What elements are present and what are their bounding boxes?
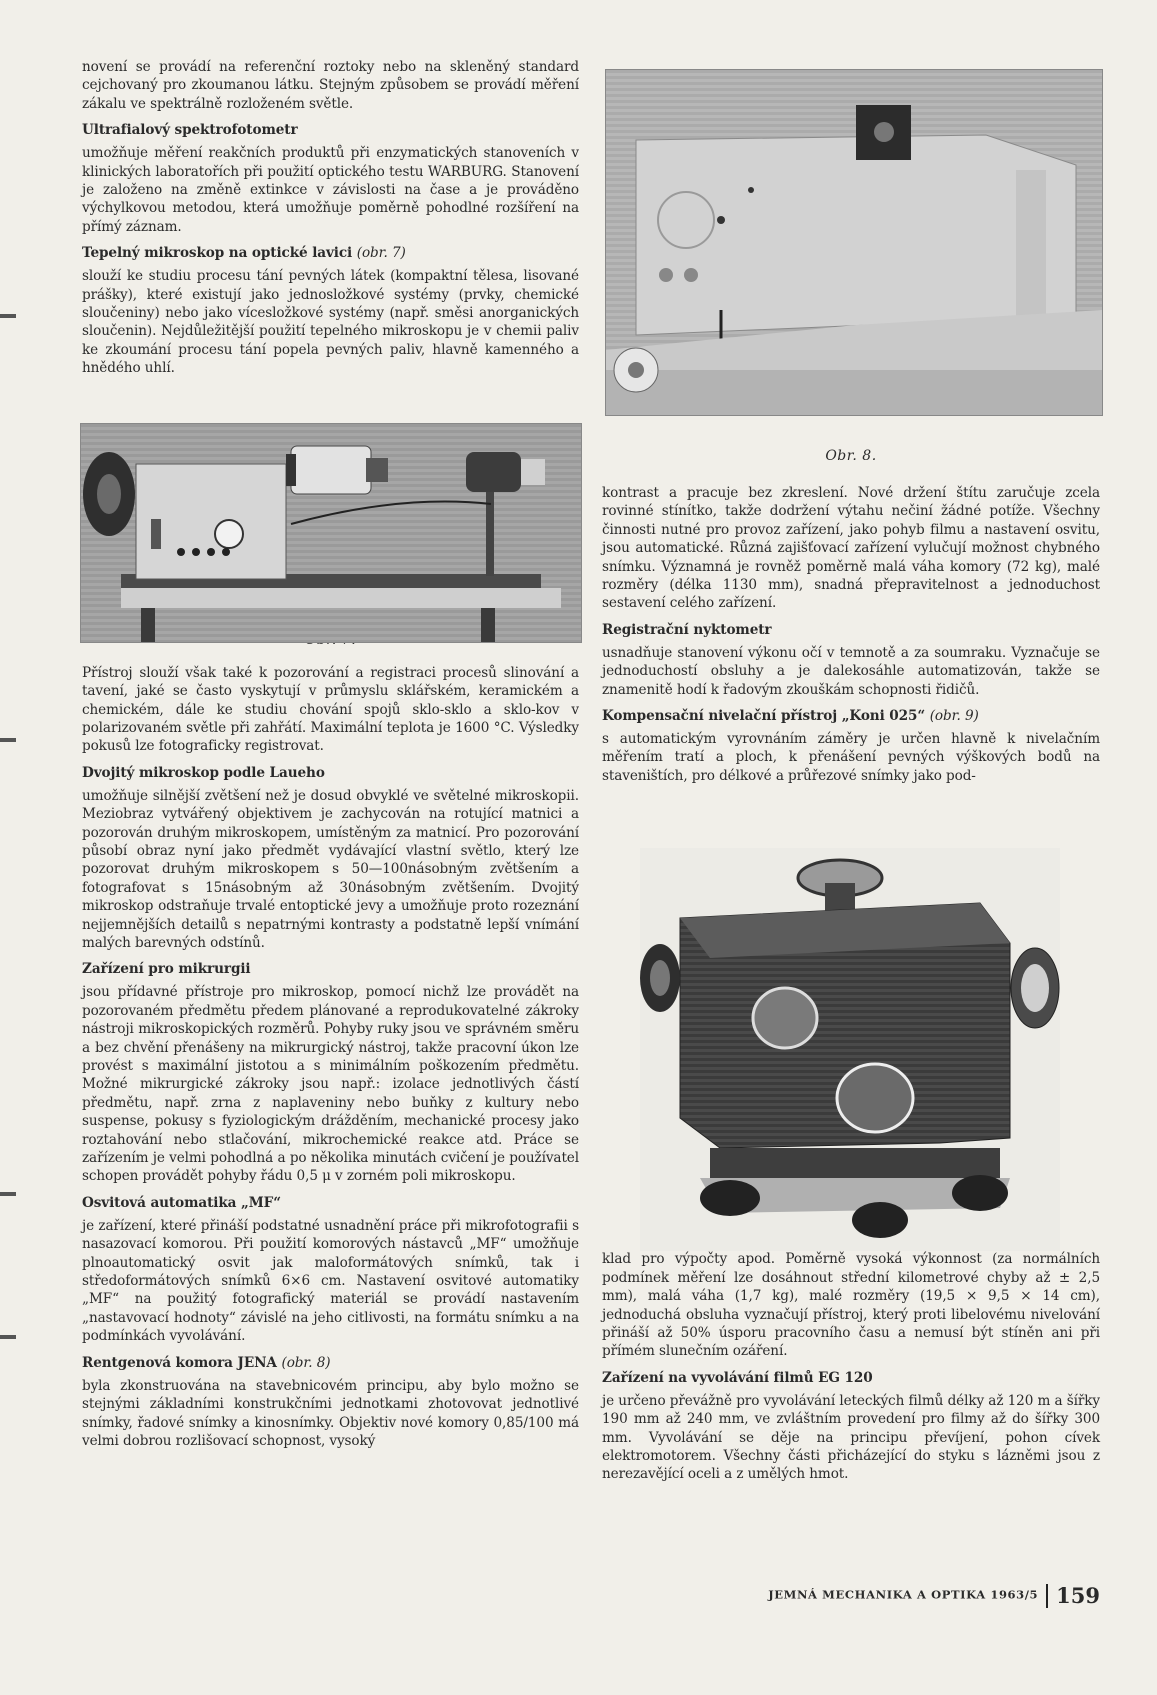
heading-xray-camera-text: Rentgenová komora JENA: [82, 1354, 277, 1371]
margin-mark: [0, 314, 16, 318]
heading-film-developer: Zařízení na vyvolávání filmů EG 120: [602, 1369, 873, 1386]
leveling-instrument-illustration: [640, 848, 1060, 1251]
paragraph-thermal-microscope-continued: Přístroj slouží však také k pozorování a registraci procesů slinování a tavení, jaké se často vyskytují v průmyslu sklářském, keramickém a chemickém, dále ke studiu chování spojů sklo-sklo a sklo-kov v polarizovaném světle při zahřátí. Maximální teplota je 1600 °C. Výsledky pokusů lze fotograficky registrovat.: [82, 664, 579, 755]
page-number: 159: [1056, 1583, 1100, 1608]
heading-leveling-instrument: [602, 707, 1100, 725]
paragraph-double-microscope: umožňuje silnější zvětšení než je dosud obvyklé ve světelné mikroskopii. Meziobraz vytvářený objektivem je zachycován na rotující matnici a pozorován druhým mikroskopem, umístěným za matnicí. Pro pozorování působí obraz nyní jako předmět vydávající vlastní světlo, který lze pozorovat druhým mikroskopem s 50—100násobným zvětšením a fotografovat s 15násobným až 30násobným zvětšením. Dvojitý mikroskop odstraňuje trvalé entoptické jevy a umožňuje proto rozeznání nejjemnějších detailů s nepatrnými kontrasty a podstatně lepší vnímání malých barevných odstínů.: [82, 787, 579, 951]
thermal-microscope-illustration: [81, 424, 581, 642]
heading-uv-spectrophotometer: Ultrafialový spektrofotometr: [82, 122, 298, 139]
paragraph-micrurgy: jsou přídavné přístroje pro mikroskop, pomocí nichž lze provádět na pozorovaném předmětu předem plánované a reprodukovatelné zákroky nástroji mikroskopických rozměrů. Pohyby ruky jsou ve správném směru a bez chvění přenášeny na mikrurgický nástroj, takže pracovní úkon lze provést s maximální jistotou a s minimálním poškozením předmětu. Možné mikrurgické zákroky jsou např.: izolace jednotlivých částí předmětu, např. zrna z naplaveniny nebo buňky z kultury nebo suspense, pokusy s fyziologickým drážděním, mechanické procesy jako roztahování nebo stlačování, mikrochemické reakce atd. Práce se zařízením je velmi pohodlná a po několika minutách cvičení je používatel schopen provádět pohyby řádu 0,5 μ v zorném poli mikroskopu.: [82, 984, 579, 1185]
heading-micrurgy: Zařízení pro mikrurgii: [82, 961, 251, 978]
paragraph-film-developer: je určeno převážně pro vyvolávání leteckých filmů délky až 120 m a šířky 190 mm až 240 mm, ve zvláštním provedení pro filmy až do šířky 300 mm. Vyvolávání se děje na principu převíjení, pohon cívek elektromotorem. Všechny části přicházející do styku s lázněmi jsou z nerezavějící oceli a z umělých hmot.: [602, 1392, 1100, 1483]
heading-xray-camera: [82, 1354, 579, 1372]
journal-title: JEMNÁ MECHANIKA A OPTIKA 1963/5: [768, 1587, 1039, 1602]
paragraph-xray-camera-continued: kontrast a pracuje bez zkreslení. Nové držení štítu zaručuje zcela rovinné stínítko, takže dodržení výtahu nečiní žádné potíže. Všechny činnosti nutné pro provoz zařízení, jako pohyb filmu a nastavení osvitu, jsou automatické. Různá zajišťovací zařízení vylučují možnost chybného snímku. Významná je rovněž poměrně malá váha komory (72 kg), malé rozměry (délka 1130 mm), snadná přepravitelnost a jednoduchost sestavení celého zařízení.: [602, 485, 1100, 612]
heading-nyctometer: Registrační nyktometr: [602, 621, 772, 638]
caption-figure-8: Obr. 8.: [825, 448, 877, 464]
figure-reference-7: (obr. 7): [356, 245, 406, 262]
paragraph-leveling-instrument: s automatickým vyrovnáním záměry je určen hlavně k nivelačním měřením tratí a ploch, k přenášení pevných výškových bodů na staveništích, pro délkové a průřezové snímky jako pod-: [602, 731, 1100, 784]
page-footer: [602, 1583, 1100, 1608]
heading-leveling-instrument-text: Kompensační nivelační přístroj „Koni 025“: [602, 708, 926, 725]
heading-exposure-automatic: Osvitová automatika „MF“: [82, 1194, 281, 1211]
figure-reference-8: (obr. 8): [281, 1354, 331, 1371]
paragraph-thermal-microscope: slouží ke studiu procesu tání pevných látek (kompaktní tělesa, lisované prášky), které existují jako jednosložkové systémy (prvky, chemické sloučeniny) nebo jako vícesložkové systémy (např. směsi anorganických sloučenin). Nejdůležitější použití tepelného mikroskopu je v chemii paliv ke zkoumání procesu tání popela pevných paliv, hlavně kamenného a hnědého uhlí.: [82, 268, 579, 377]
footer-separator: [1046, 1584, 1048, 1608]
paragraph-exposure-automatic: je zařízení, které přináší podstatné usnadnění práce při mikrofotografii s nasazovací komorou. Při použití komorových nástavců „MF“ umožňuje plnoautomatický osvit jak maloformátových snímků, tak i středoformátových snímků 6×6 cm. Nastavení osvitové automatiky „MF“ na použitý fotografický materiál se provádí nastavením „nastavovací hodnoty“ závislé na jeho citlivosti, na formátu snímku a na podmínkách vyvolávání.: [82, 1217, 579, 1345]
figure-8-photo: [605, 69, 1103, 416]
paragraph-uv-spectrophotometer: umožňuje měření reakčních produktů při enzymatických stanoveních v klinických laboratořích při použití optického testu WARBURG. Stanovení je založeno na změně extinkce v závislosti na čase a je prováděno výchylkovou metodou, která umožňuje poměrně pohodlné rozšíření na přímý záznam.: [82, 145, 579, 235]
paragraph-nyctometer: usnadňuje stanovení výkonu očí v temnotě a za soumraku. Vyznačuje se jednoduchostí obsluhy a je dalekosáhle automatizován, takže se znamenitě hodí k řadovým zkouškám schopnosti řidičů.: [602, 644, 1100, 698]
figure-9-photo: [640, 848, 1060, 1251]
heading-thermal-microscope: [82, 244, 579, 262]
margin-mark: [0, 1192, 16, 1196]
figure-7-photo: [80, 423, 582, 643]
margin-mark: [0, 738, 16, 742]
heading-thermal-microscope-text: Tepelný mikroskop na optické lavici: [82, 245, 353, 262]
figure-reference-9: (obr. 9): [929, 708, 979, 725]
paragraph-xray-camera: byla zkonstruována na stavebnicovém principu, aby bylo možno se stejnými základními konstrukčními jednotkami zhotovovat jednotlivé snímky, řadové snímky a kinosnímky. Objektiv nové komory 0,85/100 má velmi dobrou rozlišovací schopnost, vysoký: [82, 1377, 579, 1449]
paragraph-intro: novení se provádí na referenční roztoky nebo na skleněný standard cejchovaný pro zkoumanou látku. Stejným způsobem se provádí měření zákalu ve spektrálně rozloženém světle.: [82, 59, 579, 112]
xray-camera-illustration: [606, 70, 1102, 415]
margin-mark: [0, 1335, 16, 1339]
heading-double-microscope: Dvojitý mikroskop podle Laueho: [82, 764, 325, 781]
paragraph-leveling-instrument-continued: klad pro výpočty apod. Poměrně vysoká výkonnost (za normálních podmínek měření lze dosáhnout střední kilometrové chyby až ± 2,5 mm), malá váha (1,7 kg), malé rozměry (19,5 × 9,5 × 14 cm), jednoduchá obsluha vyznačují přístroj, který proti libelovému nivelování přináší až 50% úsporu pracovního času a nemusí být stíněn ani při přímém slunečním ozáření.: [602, 1251, 1100, 1360]
left-column: [82, 58, 579, 1450]
